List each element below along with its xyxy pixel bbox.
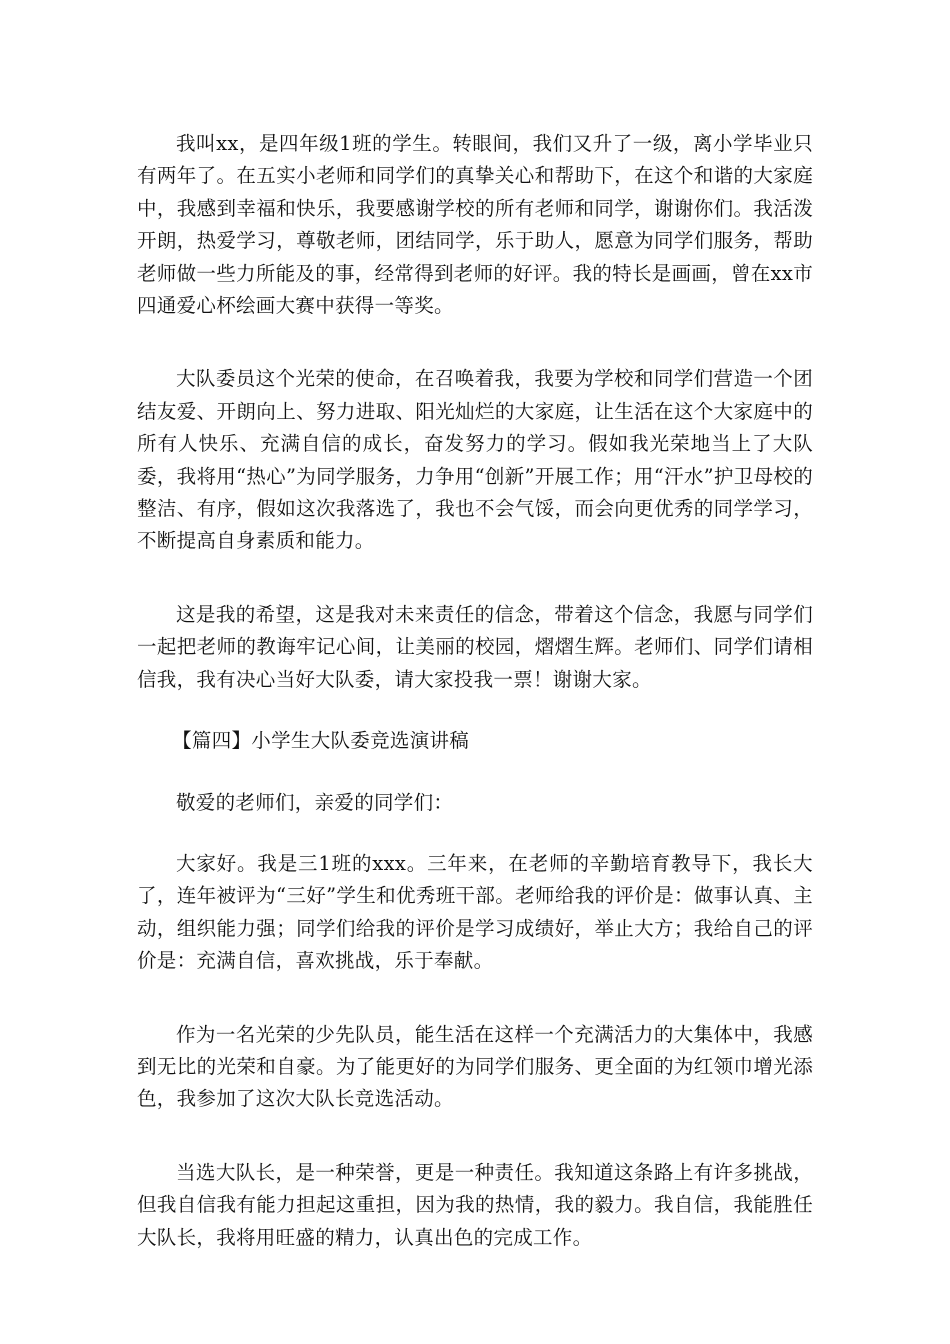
document-page <box>137 128 813 1254</box>
paragraph-motivation: 作为一名光荣的少先队员，能生活在这样一个充满活力的大集体中，我感到无比的光荣和自豪。为了能更好的为同学们服务、更全面的为红领巾增光添色，我参加了这次大队长竞选活动。 <box>137 1022 813 1111</box>
paragraph-intro: 我叫xx，是四年级1班的学生。转眼间，我们又升了一级，离小学毕业只有两年了。在五实小老师和同学们的真挚关心和帮助下，在这个和谐的大家庭中，我感到幸福和快乐，我要感谢学校的所有老师和同学，谢谢你们。我活泼开朗，热爱学习，尊敬老师，团结同学，乐于助人，愿意为同学们服务，帮助老师做一些力所能及的事，经常得到老师的好评。我的特长是画画，曾在xx市四通爱心杯绘画大赛中获得一等奖。 <box>137 132 813 318</box>
paragraph-self-intro: 大家好。我是三1班的xxx。三年来，在老师的辛勤培育教导下，我长大了，连年被评为“三好”学生和优秀班干部。老师给我的评价是：做事认真、主动，组织能力强；同学们给我的评价是学习成绩好，举止大方；我给自己的评价是：充满自信，喜欢挑战，乐于奉献。 <box>137 851 813 973</box>
section-heading: 【篇四】小学生大队委竞选演讲稿 <box>172 729 470 753</box>
paragraph-responsibility: 当选大队长，是一种荣誉，更是一种责任。我知道这条路上有许多挑战，但我自信我有能力担起这重担，因为我的热情，我的毅力。我自信，我能胜任大队长，我将用旺盛的精力，认真出色的完成工作。 <box>137 1160 813 1249</box>
paragraph-mission: 大队委员这个光荣的使命，在召唤着我，我要为学校和同学们营造一个团结友爱、开朗向上、努力进取、阳光灿烂的大家庭，让生活在这个大家庭中的所有人快乐、充满自信的成长，奋发努力的学习。假如我光荣地当上了大队委，我将用“热心”为同学服务，力争用“创新”开展工作；用“汗水”护卫母校的整洁、有序，假如这次我落选了，我也不会气馁，而会向更优秀的同学学习，不断提高自身素质和能力。 <box>137 367 813 553</box>
paragraph-closing: 这是我的希望，这是我对未来责任的信念，带着这个信念，我愿与同学们一起把老师的教诲牢记心间，让美丽的校园，熠熠生辉。老师们、同学们请相信我，我有决心当好大队委，请大家投我一票！谢谢大家。 <box>137 602 813 691</box>
greeting: 敬爱的老师们，亲爱的同学们： <box>176 790 454 814</box>
